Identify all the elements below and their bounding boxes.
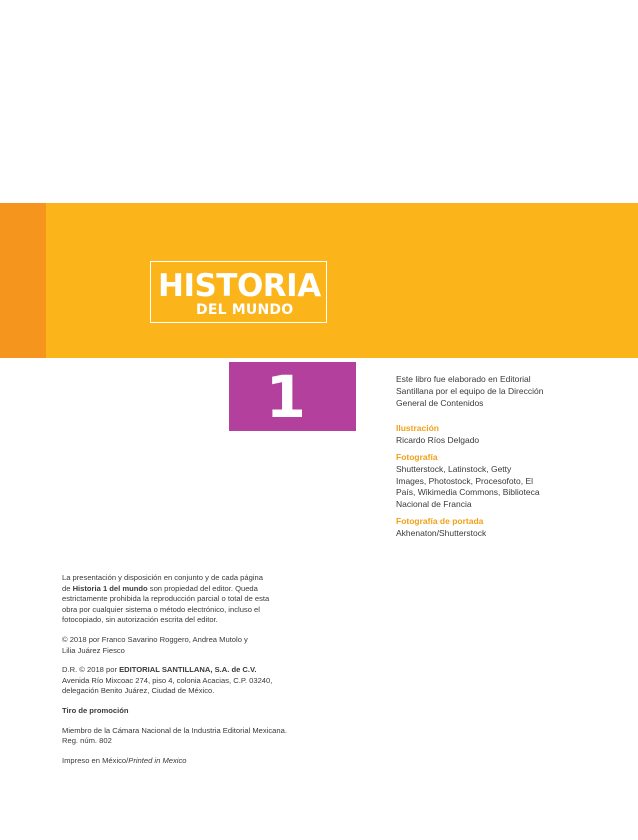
photo-label: Fotografía <box>396 451 438 462</box>
book-title: HISTORIA <box>158 268 321 304</box>
printed-in <box>62 756 292 767</box>
rights-line-suffix: son propiedad del editor. Queda <box>147 583 258 593</box>
volume-box <box>229 362 356 431</box>
publisher-address-line: Avenida Río Mixcoac 274, piso 4, colonia Acacias, C.P. 03240, <box>62 675 273 685</box>
copyright-line: © 2018 por Franco Savarino Roggero, Andrea Mutolo y <box>62 634 248 644</box>
photo-credit-line: Images, Photostock, Procesofoto, El <box>396 475 534 486</box>
cover-photo-label: Fotografía de portada <box>396 515 484 526</box>
volume-number: 1 <box>265 363 306 431</box>
cover-banner-edge <box>0 203 46 358</box>
rights-line-prefix: de <box>62 583 73 593</box>
publisher-address-line: delegación Benito Juárez, Ciudad de México. <box>62 686 215 696</box>
photo-credit-line: País, Wikimedia Commons, Biblioteca <box>396 487 540 498</box>
rights-line: La presentación y disposición en conjunto y de cada página <box>62 573 263 582</box>
legal-block <box>62 573 292 775</box>
credits-intro-line: Este libro fue elaborado en Editorial <box>396 374 531 384</box>
membership-line: Miembro de la Cámara Nacional de la Industria Editorial Mexicana. <box>62 725 287 735</box>
illustration-credit: Ricardo Ríos Delgado <box>396 435 480 446</box>
rights-paragraph <box>62 573 292 626</box>
promo-edition-label: Tiro de promoción <box>62 705 129 715</box>
publisher-prefix: D.R. © 2018 por <box>62 665 120 675</box>
publisher-paragraph <box>62 665 292 697</box>
publisher-name: EDITORIAL SANTILLANA, S.A. de C.V. <box>119 665 257 675</box>
rights-line: estrictamente prohibida la reproducción parcial o total de esta <box>62 594 270 604</box>
copyright-line: Lilia Juárez Fiesco <box>62 645 125 655</box>
rights-line: fotocopiado, sin autorización escrita del editor. <box>62 615 218 625</box>
rights-line: obra por cualquier sistema o método electrónico, incluso el <box>62 604 260 614</box>
book-subtitle: DEL MUNDO <box>196 302 294 318</box>
membership-line: Reg. núm. 802 <box>62 736 112 746</box>
photo-credit-line: Nacional de Francia <box>396 499 472 510</box>
credits-intro-line: General de Contenidos <box>396 397 484 408</box>
cover-photo-credit: Akhenaton/Shutterstock <box>396 527 487 538</box>
credits-intro-line: Santillana por el equipo de la Dirección <box>396 385 544 396</box>
membership-paragraph <box>62 726 292 747</box>
book-name-bold: Historia 1 del mundo <box>72 583 148 593</box>
promo-edition <box>62 706 292 717</box>
credits-block <box>396 374 596 540</box>
photo-credit-line: Shutterstock, Latinstock, Getty <box>396 463 512 474</box>
illustration-label: Ilustración <box>396 423 439 434</box>
printed-in-italic: Printed in Mexico <box>128 755 187 765</box>
copyright-authors <box>62 635 292 656</box>
printed-in-prefix: Impreso en México/ <box>62 755 129 765</box>
